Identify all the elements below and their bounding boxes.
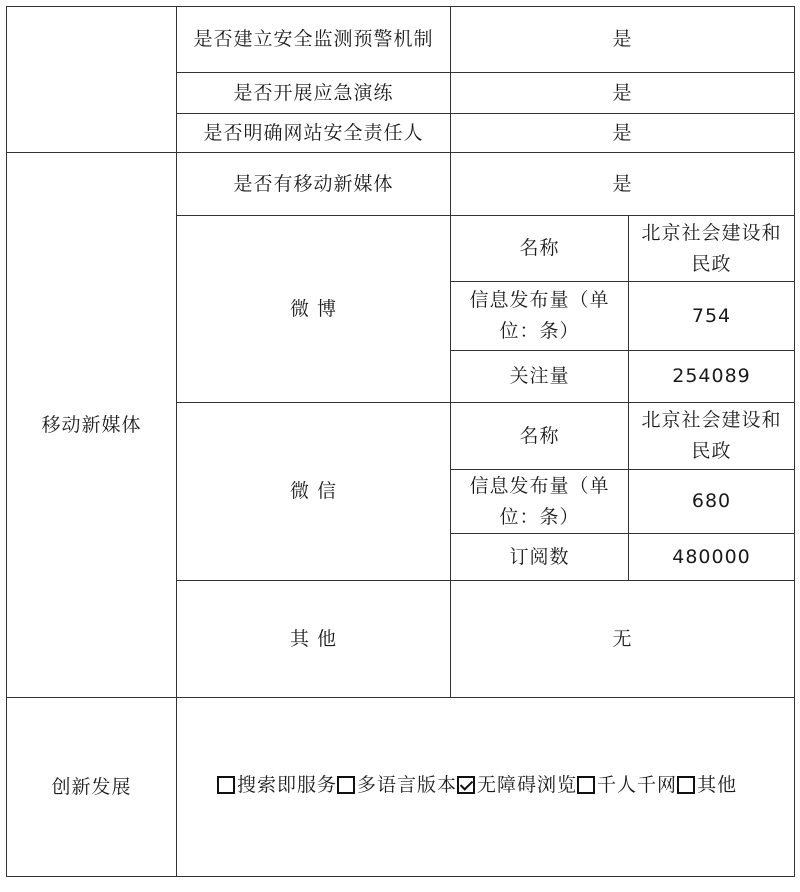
weibo-label: 微 博 <box>177 216 451 403</box>
option-search-service[interactable] <box>217 770 337 801</box>
wechat-name-label: 名称 <box>451 403 629 470</box>
other-value: 无 <box>451 581 795 698</box>
option-multilingual[interactable] <box>337 770 457 801</box>
has-mobile-answer: 是 <box>451 153 795 216</box>
innovation-options <box>177 698 795 877</box>
option-label: 其他 <box>697 773 738 796</box>
wechat-posts-value: 680 <box>629 470 795 534</box>
checkbox-icon[interactable] <box>677 776 695 794</box>
option-other[interactable] <box>677 770 737 801</box>
wechat-name-value: 北京社会建设和民政 <box>629 403 795 470</box>
row-has-mobile <box>7 153 795 216</box>
option-accessibility[interactable] <box>457 770 577 801</box>
option-label: 无障碍浏览 <box>477 773 578 796</box>
wechat-posts-label: 信息发布量（单位：条） <box>451 470 629 534</box>
weibo-posts-label: 信息发布量（单位：条） <box>451 282 629 351</box>
responsible-answer: 是 <box>451 114 795 153</box>
checkbox-icon[interactable] <box>217 776 235 794</box>
responsible-question: 是否明确网站安全责任人 <box>177 114 451 153</box>
checkbox-icon[interactable] <box>577 776 595 794</box>
other-label: 其 他 <box>177 581 451 698</box>
has-mobile-question: 是否有移动新媒体 <box>177 153 451 216</box>
weibo-followers-value: 254089 <box>629 351 795 403</box>
security-section-cell <box>7 7 177 153</box>
weibo-name-label: 名称 <box>451 216 629 282</box>
innovation-label: 创新发展 <box>7 698 177 877</box>
warning-question: 是否建立安全监测预警机制 <box>177 7 451 73</box>
checkbox-icon[interactable] <box>337 776 355 794</box>
option-label: 多语言版本 <box>357 773 458 796</box>
stats-table <box>6 6 795 877</box>
weibo-followers-label: 关注量 <box>451 351 629 403</box>
drill-question: 是否开展应急演练 <box>177 73 451 114</box>
checkbox-checked-icon[interactable] <box>457 776 475 794</box>
warning-answer: 是 <box>451 7 795 73</box>
wechat-label: 微 信 <box>177 403 451 581</box>
drill-answer: 是 <box>451 73 795 114</box>
row-warning <box>7 7 795 73</box>
option-personalized[interactable] <box>577 770 677 801</box>
option-label: 千人千网 <box>597 773 678 796</box>
row-innovation <box>7 698 795 877</box>
mobile-section-label: 移动新媒体 <box>7 153 177 698</box>
option-label: 搜索即服务 <box>237 773 338 796</box>
weibo-posts-value: 754 <box>629 282 795 351</box>
wechat-subs-label: 订阅数 <box>451 534 629 581</box>
weibo-name-value: 北京社会建设和民政 <box>629 216 795 282</box>
wechat-subs-value: 480000 <box>629 534 795 581</box>
